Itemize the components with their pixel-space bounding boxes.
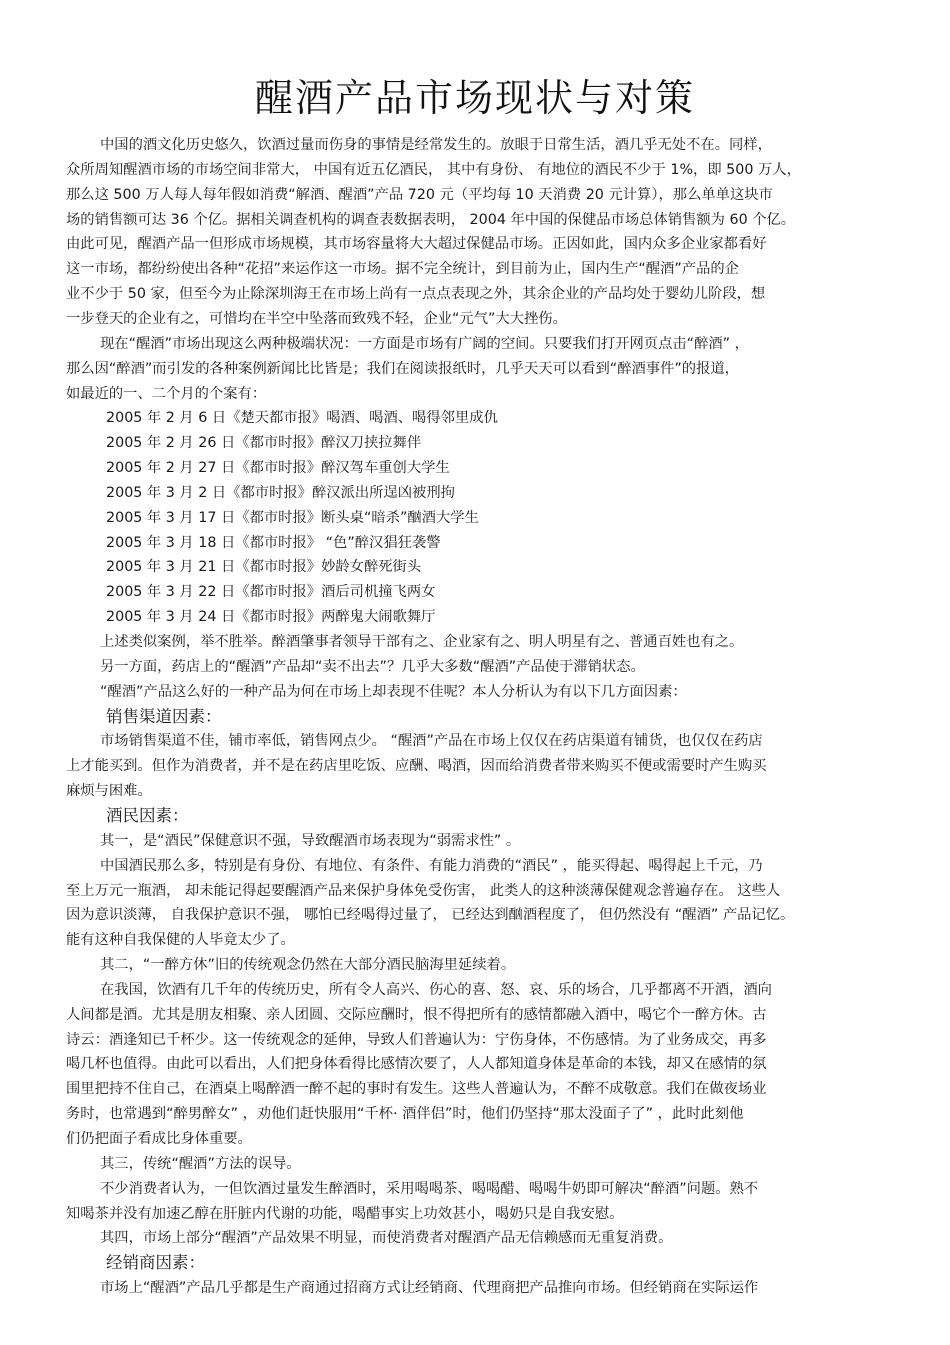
paragraph-line: 那么这 500 万人每人每年假如消费“解酒、醒酒”产品 720 元（平均每 10 天消费 20 元计算），那么单单这块市 bbox=[66, 186, 773, 203]
paragraph-line: 知喝茶并没有加速乙醇在肝脏内代谢的功能，喝醋事实上功效甚小，喝奶只是自我安慰。 bbox=[66, 1205, 624, 1222]
paragraph-line: 人间都是酒。尤其是朋友相聚、亲人团圆、交际应酬时，恨不得把所有的感情都融入酒中，喝它个一醉方休。古 bbox=[66, 1006, 767, 1023]
paragraph-line: 现在“醒酒”市场出现这么两种极端状况：一方面是市场有广阔的空间。只要我们打开网页点击“醉酒” ， bbox=[100, 335, 749, 352]
case-list-item: 2005 年 3 月 17 日《都市时报》断头桌“暗杀”酗酒大学生 bbox=[106, 509, 479, 526]
case-list-item: 2005 年 3 月 24 日《都市时报》两醉鬼大闹歌舞厅 bbox=[106, 609, 436, 626]
paragraph-line: 这一市场，都纷纷使出各种“花招”来运作这一市场。据不完全统计，到目前为止，国内生产“醒酒”产品的企 bbox=[66, 261, 739, 278]
paragraph-line: 喝几杯也值得。由此可以看出，人们把身体看得比感情次要了，人人都知道身体是革命的本钱，却又在感情的氛 bbox=[66, 1056, 767, 1073]
paragraph-line: “醒酒”产品这么好的一种产品为何在市场上却表现不佳呢？本人分析认为有以下几方面因素： bbox=[100, 683, 687, 700]
case-list-item: 2005 年 3 月 18 日《都市时报》 “色”醉汉猖狂袭警 bbox=[106, 534, 441, 551]
paragraph-line: 诗云：酒逢知已千杯少。这一传统观念的延伸，导致人们普遍认为：宁伤身体，不伤感情。为了业务成交，再多 bbox=[66, 1031, 767, 1048]
paragraph-line: 务时，也常遇到“醉男醉女” ，劝他们赶快服用“千杯· 酒伴侣”时，他们仍坚持“那太没面子了” ，此时此刻他 bbox=[66, 1106, 744, 1123]
paragraph-line: 其二，“一醉方休”旧的传统观念仍然在大部分酒民脑海里延续着。 bbox=[100, 957, 516, 974]
paragraph-line: 另一方面，药店上的“醒酒”产品却“卖不出去”？几乎大多数“醒酒”产品使于滞销状态。 bbox=[100, 658, 645, 675]
section-heading: 酒民因素： bbox=[106, 805, 189, 825]
paragraph-line: 在我国，饮酒有几千年的传统历史，所有令人高兴、伤心的喜、怒、哀、乐的场合，几乎都离不开酒，酒向 bbox=[100, 981, 772, 998]
paragraph-line: 们仍把面子看成比身体重要。 bbox=[66, 1131, 252, 1147]
case-list-item: 2005 年 2 月 27 日《都市时报》醉汉驾车重创大学生 bbox=[106, 460, 450, 477]
paragraph-line: 不少消费者认为，一但饮酒过量发生醉酒时，采用喝喝茶、喝喝醋、喝喝牛奶即可解决“醉酒”问题。熟不 bbox=[100, 1180, 759, 1197]
paragraph-line: 一步登天的企业有之，可惜均在半空中坠落而致残不轻，企业“元气”大大挫伤。 bbox=[66, 310, 567, 327]
paragraph-line: 围里把持不住自己，在酒桌上喝醉酒一醉不起的事时有发生。这些人普遍认为，不醉不成敬意。我们在做夜场业 bbox=[66, 1081, 767, 1098]
paragraph-line: 至上万元一瓶酒， 却未能记得起要醒酒产品来保护身体免受伤害， 此类人的这种淡薄保健观念普遍存在。 这些人 bbox=[66, 882, 781, 899]
section-heading: 销售渠道因素： bbox=[106, 706, 222, 726]
paragraph-line: 因为意识淡薄， 自我保护意识不强， 哪怕已经喝得过量了， 已经达到酗酒程度了， 但仍然没有 “醒酒” 产品记忆。 bbox=[66, 907, 795, 924]
paragraph-line: 业不少于 50 家，但至今为止除深圳海王在市场上尚有一点点表现之外，其余企业的产品均处于婴幼儿阶段，想 bbox=[66, 286, 766, 303]
case-list-item: 2005 年 2 月 6 日《楚天都市报》喝酒、喝酒、喝得邻里成仇 bbox=[106, 410, 498, 427]
paragraph-line: 其三，传统“醒酒”方法的误导。 bbox=[100, 1155, 301, 1172]
paragraph-line: 能有这种自我保健的人毕竟太少了。 bbox=[66, 932, 295, 949]
page-title: 醒酒产品市场现状与对策 bbox=[254, 76, 695, 120]
paragraph-line: 场的销售额可达 36 个亿。据相关调查机构的调查表数据表明， 2004 年中国的保健品市场总体销售额为 60 个亿。 bbox=[66, 211, 796, 228]
paragraph-line: 其一，是“酒民”保健意识不强，导致醒酒市场表现为“弱需求性” 。 bbox=[100, 832, 521, 849]
paragraph-line: 由此可见，醒酒产品一但形成市场规模，其市场容量将大大超过保健品市场。正因如此，国内众多企业家都看好 bbox=[66, 236, 767, 253]
paragraph-line: 众所周知醒酒市场的市场空间非常大， 中国有近五亿酒民， 其中有身份、 有地位的酒民不少于 1%，即 500 万人， bbox=[66, 161, 801, 178]
paragraph-line: 麻烦与困难。 bbox=[66, 783, 152, 800]
paragraph-line: 如最近的一、二个月的个案有： bbox=[66, 385, 267, 402]
case-list-item: 2005 年 3 月 2 日《都市时报》醉汉派出所逞凶被刑拘 bbox=[106, 484, 455, 501]
case-list-item: 2005 年 2 月 26 日《都市时报》醉汉刀挟拉舞伴 bbox=[106, 435, 422, 452]
paragraph-line: 那么因“醉酒”而引发的各种案例新闻比比皆是；我们在阅读报纸时，几乎天天可以看到“醉酒事件”的报道， bbox=[66, 360, 739, 377]
paragraph-line: 市场销售渠道不佳，铺市率低，销售网点少。 “醒酒”产品在市场上仅仅在药店渠道有铺货，也仅仅在药店 bbox=[100, 733, 763, 750]
paragraph-line: 中国的酒文化历史悠久，饮酒过量而伤身的事情是经常发生的。放眼于日常生活，酒几乎无处不在。同样， bbox=[100, 137, 772, 153]
paragraph-line: 上述类似案例，举不胜举。醉酒肇事者领导干部有之、企业家有之、明人明星有之、普通百姓也有之。 bbox=[100, 634, 744, 650]
case-list-item: 2005 年 3 月 22 日《都市时报》酒后司机撞飞两女 bbox=[106, 584, 436, 601]
paragraph-line: 市场上“醒酒”产品几乎都是生产商通过招商方式让经销商、代理商把产品推向市场。但经销商在实际运作 bbox=[100, 1280, 759, 1297]
section-heading: 经销商因素： bbox=[106, 1253, 205, 1273]
paragraph-line: 其四，市场上部分“醒酒”产品效果不明显，而使消费者对醒酒产品无信赖感而无重复消费。 bbox=[100, 1230, 673, 1247]
case-list-item: 2005 年 3 月 21 日《都市时报》妙龄女醉死街头 bbox=[106, 559, 422, 576]
paragraph-line: 中国酒民那么多，特别是有身份、有地位、有条件、有能力消费的“酒民” ，能买得起、喝得起上千元，乃 bbox=[100, 857, 763, 874]
paragraph-line: 上才能买到。但作为消费者，并不是在药店里吃饭、应酬、喝酒，因而给消费者带来购买不便或需要时产生购买 bbox=[66, 758, 767, 775]
